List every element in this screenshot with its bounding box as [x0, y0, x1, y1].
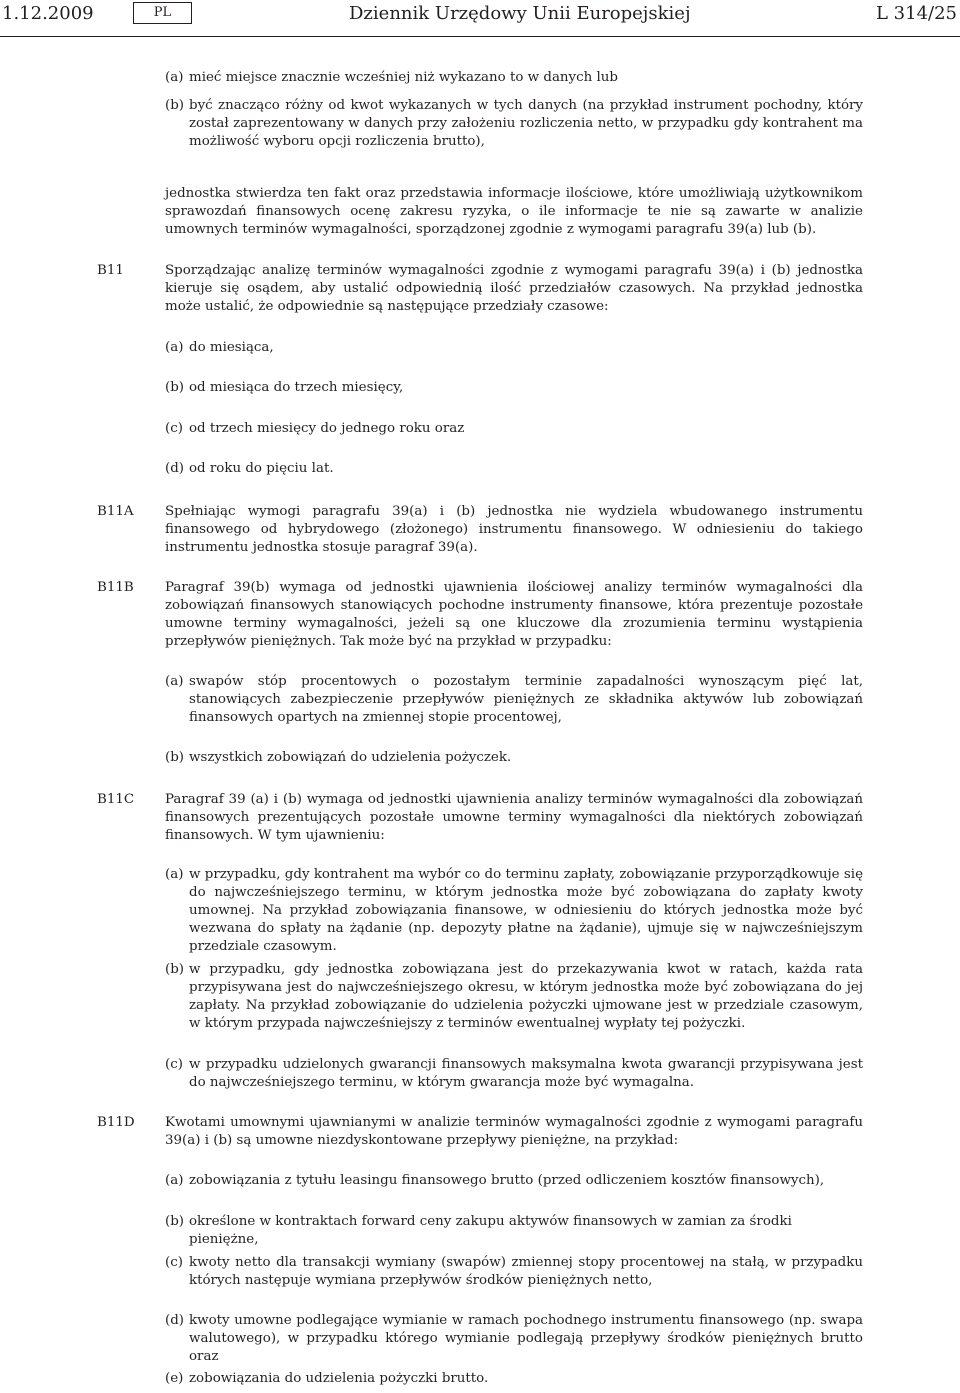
page-header	[0, 0, 960, 40]
paragraph-number-b11a: B11A	[97, 504, 134, 519]
list-item-text: kwoty netto dla transakcji wymiany (swapów) zmiennej stopy procentowej na stałą, w przypadku których następuje wymiana przepływów środków pieniężnych netto,	[189, 1255, 863, 1288]
list-item-text: być znacząco różny od kwot wykazanych w tych danych (na przykład instrument pochodny, który został zaprezentowany w danych przy założeniu rozliczenia netto, w przypadku gdy kontrahent ma możliwość wyboru opcji rozliczenia brutto),	[189, 98, 863, 149]
list-marker: (c)	[165, 1255, 183, 1270]
list-item-text: określone w kontraktach forward ceny zakupu aktywów finansowych w zamian za środki pieniężne,	[189, 1214, 792, 1247]
paragraph-b11a-text: Spełniając wymogi paragrafu 39(a) i (b) jednostka nie wydziela wbudowanego instrumentu finansowego od hybrydowego (złożonego) instrumentu finansowego. W odniesieniu do takiego instrumentu jednostka stosuje paragraf 39(a).	[165, 504, 863, 555]
list-marker: (b)	[165, 750, 185, 765]
paragraph-b11-text: Sporządzając analizę terminów wymagalności zgodnie z wymogami paragrafu 39(a) i (b) jednostka kieruje się osądem, aby ustalić odpowiednią ilość przedziałów czasowych. Na przykład jednostka może ustalić, że odpowiednie są następujące przedziały czasowe:	[165, 263, 863, 314]
paragraph-number-b11c: B11C	[97, 792, 135, 807]
paragraph-number-b11: B11	[97, 263, 124, 278]
list-item-text: w przypadku, gdy kontrahent ma wybór co do terminu zapłaty, zobowiązanie przyporządkowuje się do najwcześniejszego terminu, w którym jednostka może być zobowiązana do zapłaty kwoty umownej. Na przykład zobowiązania finansowe, w odniesieniu do których jednostka może być wezwana do spłaty na żądanie (np. depozyty płatne na żądanie), ujmuje się w najwcześniejszym przedziale czasowym.	[189, 867, 863, 954]
list-item-text: od trzech miesięcy do jednego roku oraz	[189, 421, 465, 436]
list-marker: (a)	[165, 340, 184, 355]
b11d-item-e	[165, 1370, 863, 1388]
list-item-text: w przypadku, gdy jednostka zobowiązana jest do przekazywania kwot w ratach, każda rata przypisywana jest do najwcześniejszego okresu, w którym jednostka może być zobowiązana do jej zapłaty. Na przykład zobowiązanie do udzielenia pożyczki ujmowane jest w przedziale czasowym, w którym przypada najwcześniejszy z terminów ewentualnej wypłaty tej pożyczki.	[189, 962, 863, 1031]
paragraph-number-b11d: B11D	[97, 1115, 135, 1130]
paragraph-b11b-text: Paragraf 39(b) wymaga od jednostki ujawnienia ilościowej analizy terminów wymagalności dla zobowiązań finansowych stanowiących pochodne instrumenty finansowe, która prezentuje pozostałe umowne terminy wymagalności, jeżeli są one kluczowe dla zrozumienia terminu wystąpienia przepływów pieniężnych. Tak może być na przykład w przypadku:	[165, 580, 863, 649]
publication-date: 1.12.2009	[2, 3, 94, 24]
list-marker: (b)	[165, 1214, 185, 1229]
list-item-text: kwoty umowne podlegające wymianie w ramach pochodnego instrumentu finansowego (np. swapa walutowego), w przypadku którego wymianie podlegają przepływy środków pieniężnych brutto oraz	[189, 1313, 863, 1364]
list-marker: (a)	[165, 674, 184, 689]
list-marker: (a)	[165, 1173, 184, 1188]
list-marker: (c)	[165, 421, 183, 436]
list-item-text: swapów stóp procentowych o pozostałym terminie zapadalności wynoszącym pięć lat, stanowiących zabezpieczenie przepływów pieniężnych ze składnika aktywów lub zobowiązań finansowych opartych na zmiennej stopie procentowej,	[189, 674, 863, 725]
journal-title: Dziennik Urzędowy Unii Europejskiej	[349, 3, 691, 24]
intro-conclusion: jednostka stwierdza ten fakt oraz przedstawia informacje ilościowe, które umożliwiają użytkownikom sprawozdań finansowych ocenę zakresu ryzyka, o ile informacje te nie są zawarte w analizie umownych terminów wymagalności, sporządzonej zgodnie z wymogami paragrafu 39(a) lub (b).	[165, 186, 863, 237]
list-marker: (b)	[165, 380, 185, 395]
list-item-text: mieć miejsce znacznie wcześniej niż wykazano to w danych lub	[189, 70, 618, 85]
list-item-text: zobowiązania do udzielenia pożyczki brutto.	[189, 1371, 489, 1386]
list-item-text: od roku do pięciu lat.	[189, 461, 334, 476]
b11-item-c	[165, 420, 863, 438]
list-marker: (d)	[165, 461, 185, 476]
list-marker: (c)	[165, 1057, 183, 1072]
b11-item-a	[165, 339, 863, 357]
list-item-text: zobowiązania z tytułu leasingu finansowego brutto (przed odliczeniem kosztów finansowych),	[189, 1173, 825, 1188]
list-marker: (d)	[165, 1313, 185, 1328]
language-code-box: PL	[133, 2, 192, 24]
list-item-text: od miesiąca do trzech miesięcy,	[189, 380, 404, 395]
paragraph-b11c-text: Paragraf 39 (a) i (b) wymaga od jednostki ujawnienia analizy terminów wymagalności dla zobowiązań finansowych prezentujących pozostałe umowne terminy wymagalności dla niektórych zobowiązań finansowych. W tym ujawnieniu:	[165, 792, 863, 843]
header-rule	[0, 36, 960, 37]
list-item-text: w przypadku udzielonych gwarancji finansowych maksymalna kwota gwarancji przypisywana jest do najwcześniejszego terminu, w którym gwarancja może być wymagalna.	[189, 1057, 863, 1090]
list-marker: (b)	[165, 962, 185, 977]
page-reference: L 314/25	[876, 3, 957, 24]
b11d-item-b	[165, 1213, 863, 1247]
list-item-text: wszystkich zobowiązań do udzielenia pożyczek.	[189, 750, 512, 765]
list-marker: (b)	[165, 98, 185, 113]
paragraph-b11d-text: Kwotami umownymi ujawnianymi w analizie terminów wymagalności zgodnie z wymogami paragrafu 39(a) i (b) są umowne niezdyskontowane przepływy pieniężne, na przykład:	[165, 1115, 863, 1148]
b11d-item-a	[165, 1172, 863, 1190]
list-marker: (e)	[165, 1371, 184, 1386]
paragraph-number-b11b: B11B	[97, 580, 134, 595]
list-item-text: do miesiąca,	[189, 340, 274, 355]
list-marker: (a)	[165, 867, 184, 882]
b11-item-d	[165, 460, 863, 478]
list-marker: (a)	[165, 70, 184, 85]
b11b-item-b	[165, 749, 863, 767]
b11-item-b	[165, 379, 863, 397]
